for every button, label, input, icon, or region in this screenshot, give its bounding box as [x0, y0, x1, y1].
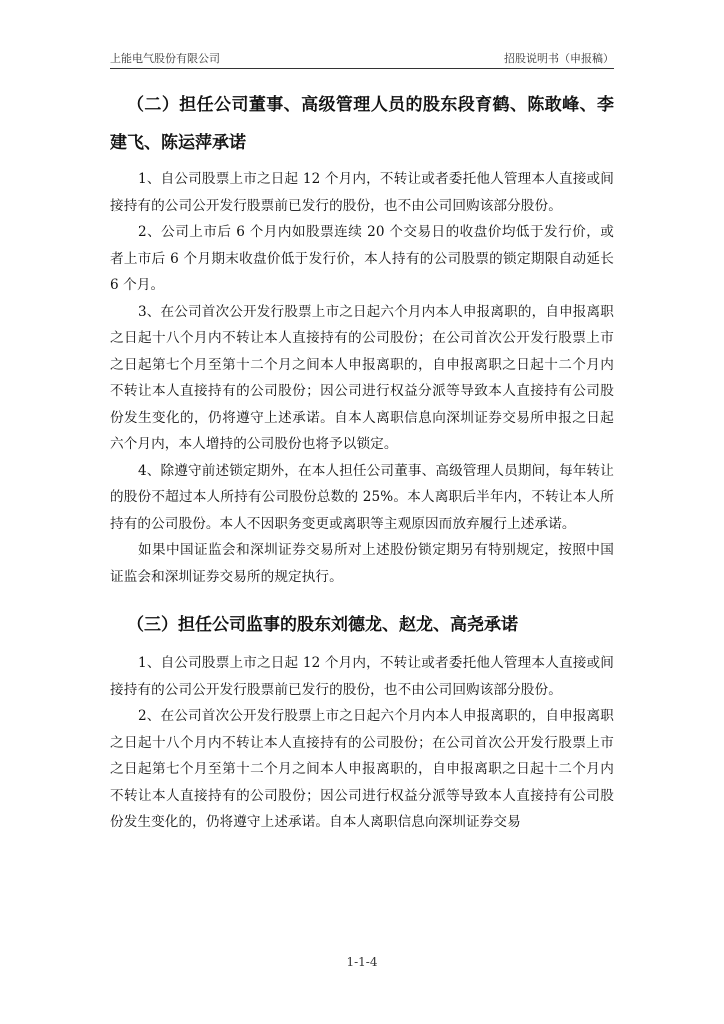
- header-company-name: 上能电气股份有限公司: [110, 52, 220, 65]
- page-content: [110, 86, 614, 836]
- section-2-paragraph-1: 1、自公司股票上市之日起 12 个月内，不转让或者委托他人管理本人直接或间接持有的公司公开发行股票前已发行的股份，也不由公司回购该部分股份。: [110, 171, 614, 214]
- section-2-paragraph-3: 3、在公司首次公开发行股票上市之日起六个月内本人申报离职的，自申报离职之日起十八个月内不转让本人直接持有的公司股份；在公司首次公开发行股票上市之日起第七个月至第十二个月之间本人申报离职的，自申报离职之日起十二个月内不转让本人直接持有的公司股份；因公司进行权益分派等导致本人直接持有公司股份发生变化的，仍将遵守上述承诺。自本人离职信息向深圳证券交易所申报之日起六个月内，本人增持的公司股份也将予以锁定。: [110, 303, 614, 452]
- section-3-paragraph-2: 2、在公司首次公开发行股票上市之日起六个月内本人申报离职的，自申报离职之日起十八个月内不转让本人直接持有的公司股份；在公司首次公开发行股票上市之日起第七个月至第十二个月之间本人申报离职的，自申报离职之日起十二个月内不转让本人直接持有的公司股份；因公司进行权益分派等导致本人直接持有公司股份发生变化的，仍将遵守上述承诺。自本人离职信息向深圳证券交易: [110, 708, 614, 830]
- page-number: 1-1-4: [346, 955, 378, 969]
- section-2-heading: （二）担任公司董事、高级管理人员的股东段育鹤、陈敢峰、李建飞、陈运萍承诺: [110, 95, 614, 153]
- page-header: [110, 46, 614, 69]
- section-2-paragraph-2: 2、公司上市后 6 个月内如股票连续 20 个交易日的收盘价均低于发行价，或者上市后 6 个月期末收盘价低于发行价，本人持有的公司股票的锁定期限自动延长 6 个月。: [110, 224, 614, 293]
- section-2-paragraph-4: 4、除遵守前述锁定期外，在本人担任公司董事、高级管理人员期间，每年转让的股份不超过本人所持有公司股份总数的 25%。本人离职后半年内，不转让本人所持有的公司股份。本人不因职务变更或离职等主观原因而放弃履行上述承诺。: [110, 462, 614, 532]
- section-3-paragraph-1: 1、自公司股票上市之日起 12 个月内，不转让或者委托他人管理本人直接或间接持有的公司公开发行股票前已发行的股份，也不由公司回购该部分股份。: [110, 655, 614, 698]
- section-2-paragraph-5: 如果中国证监会和深圳证券交易所对上述股份锁定期另有特别规定，按照中国证监会和深圳证券交易所的规定执行。: [110, 542, 614, 585]
- section-3-heading: （三）担任公司监事的股东刘德龙、赵龙、高尧承诺: [127, 615, 518, 635]
- header-document-type: 招股说明书（申报稿）: [504, 52, 614, 65]
